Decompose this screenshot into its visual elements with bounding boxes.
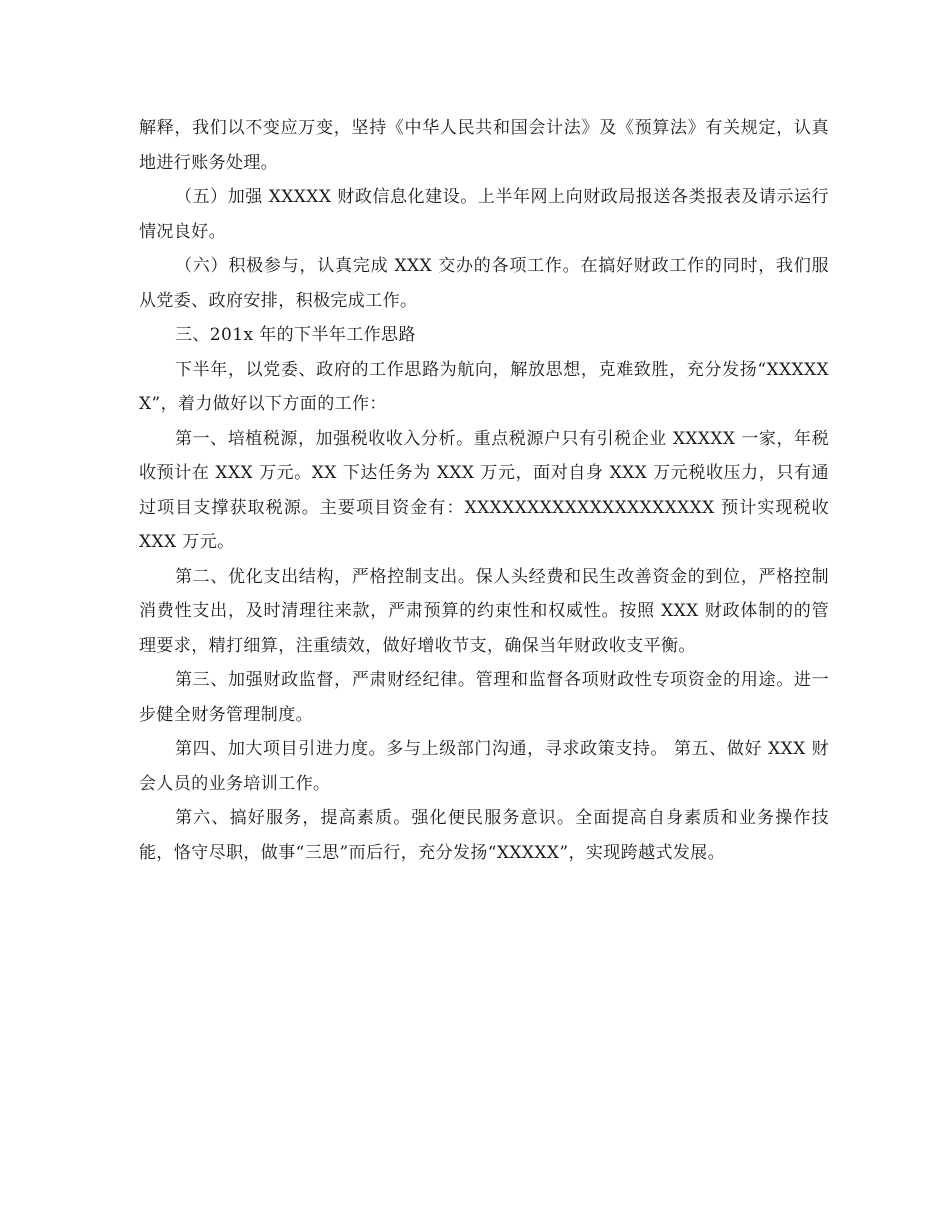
section-heading: 三、201x 年的下半年工作思路 [175, 325, 416, 345]
paragraph-5: 下半年，以党委、政府的工作思路为航向，解放思想，克难致胜，充分发扬“XXXXXX”，着力做好以下方面的工作： [139, 359, 829, 414]
paragraph-3: （六）积极参与，认真完成 XXX 交办的各项工作。在搞好财政工作的同时，我们服从党委、政府安排，积极完成工作。 [139, 256, 829, 311]
paragraph-9: 第四、加大项目引进力度。多与上级部门沟通，寻求政策支持。 第五、做好 XXX 财会人员的业务培训工作。 [139, 739, 829, 794]
paragraph-6: 第一、培植税源，加强税收收入分析。重点税源户只有引税企业 XXXXX 一家，年税收预计在 XXX 万元。XX 下达任务为 XXX 万元，面对自身 XXX 万元税收压力，只有通过项目支撑获取税源。主要项目资金有：XXXXXXXXXXXXXXXXXXXX 预计实现税收 XXX 万元。 [139, 428, 829, 552]
paragraph-2: （五）加强 XXXXX 财政信息化建设。上半年网上向财政局报送各类报表及请示运行情况良好。 [139, 187, 829, 242]
paragraph-8: 第三、加强财政监督，严肃财经纪律。管理和监督各项财政性专项资金的用途。进一步健全财务管理制度。 [139, 670, 829, 725]
paragraph-1: 解释，我们以不变应万变，坚持《中华人民共和国会计法》及《预算法》有关规定，认真地进行账务处理。 [139, 118, 829, 173]
paragraph-7: 第二、优化支出结构，严格控制支出。保人头经费和民生改善资金的到位，严格控制消费性支出，及时清理往来款，严肃预算的约束性和权威性。按照 XXX 财政体制的的管理要求，精打细算，注重绩效，做好增收节支，确保当年财政收支平衡。 [139, 566, 829, 656]
paragraph-10: 第六、搞好服务，提高素质。强化便民服务意识。全面提高自身素质和业务操作技能，恪守尽职，做事“三思”而后行，充分发扬“XXXXX”，实现跨越式发展。 [139, 808, 829, 863]
document-page [139, 111, 829, 870]
